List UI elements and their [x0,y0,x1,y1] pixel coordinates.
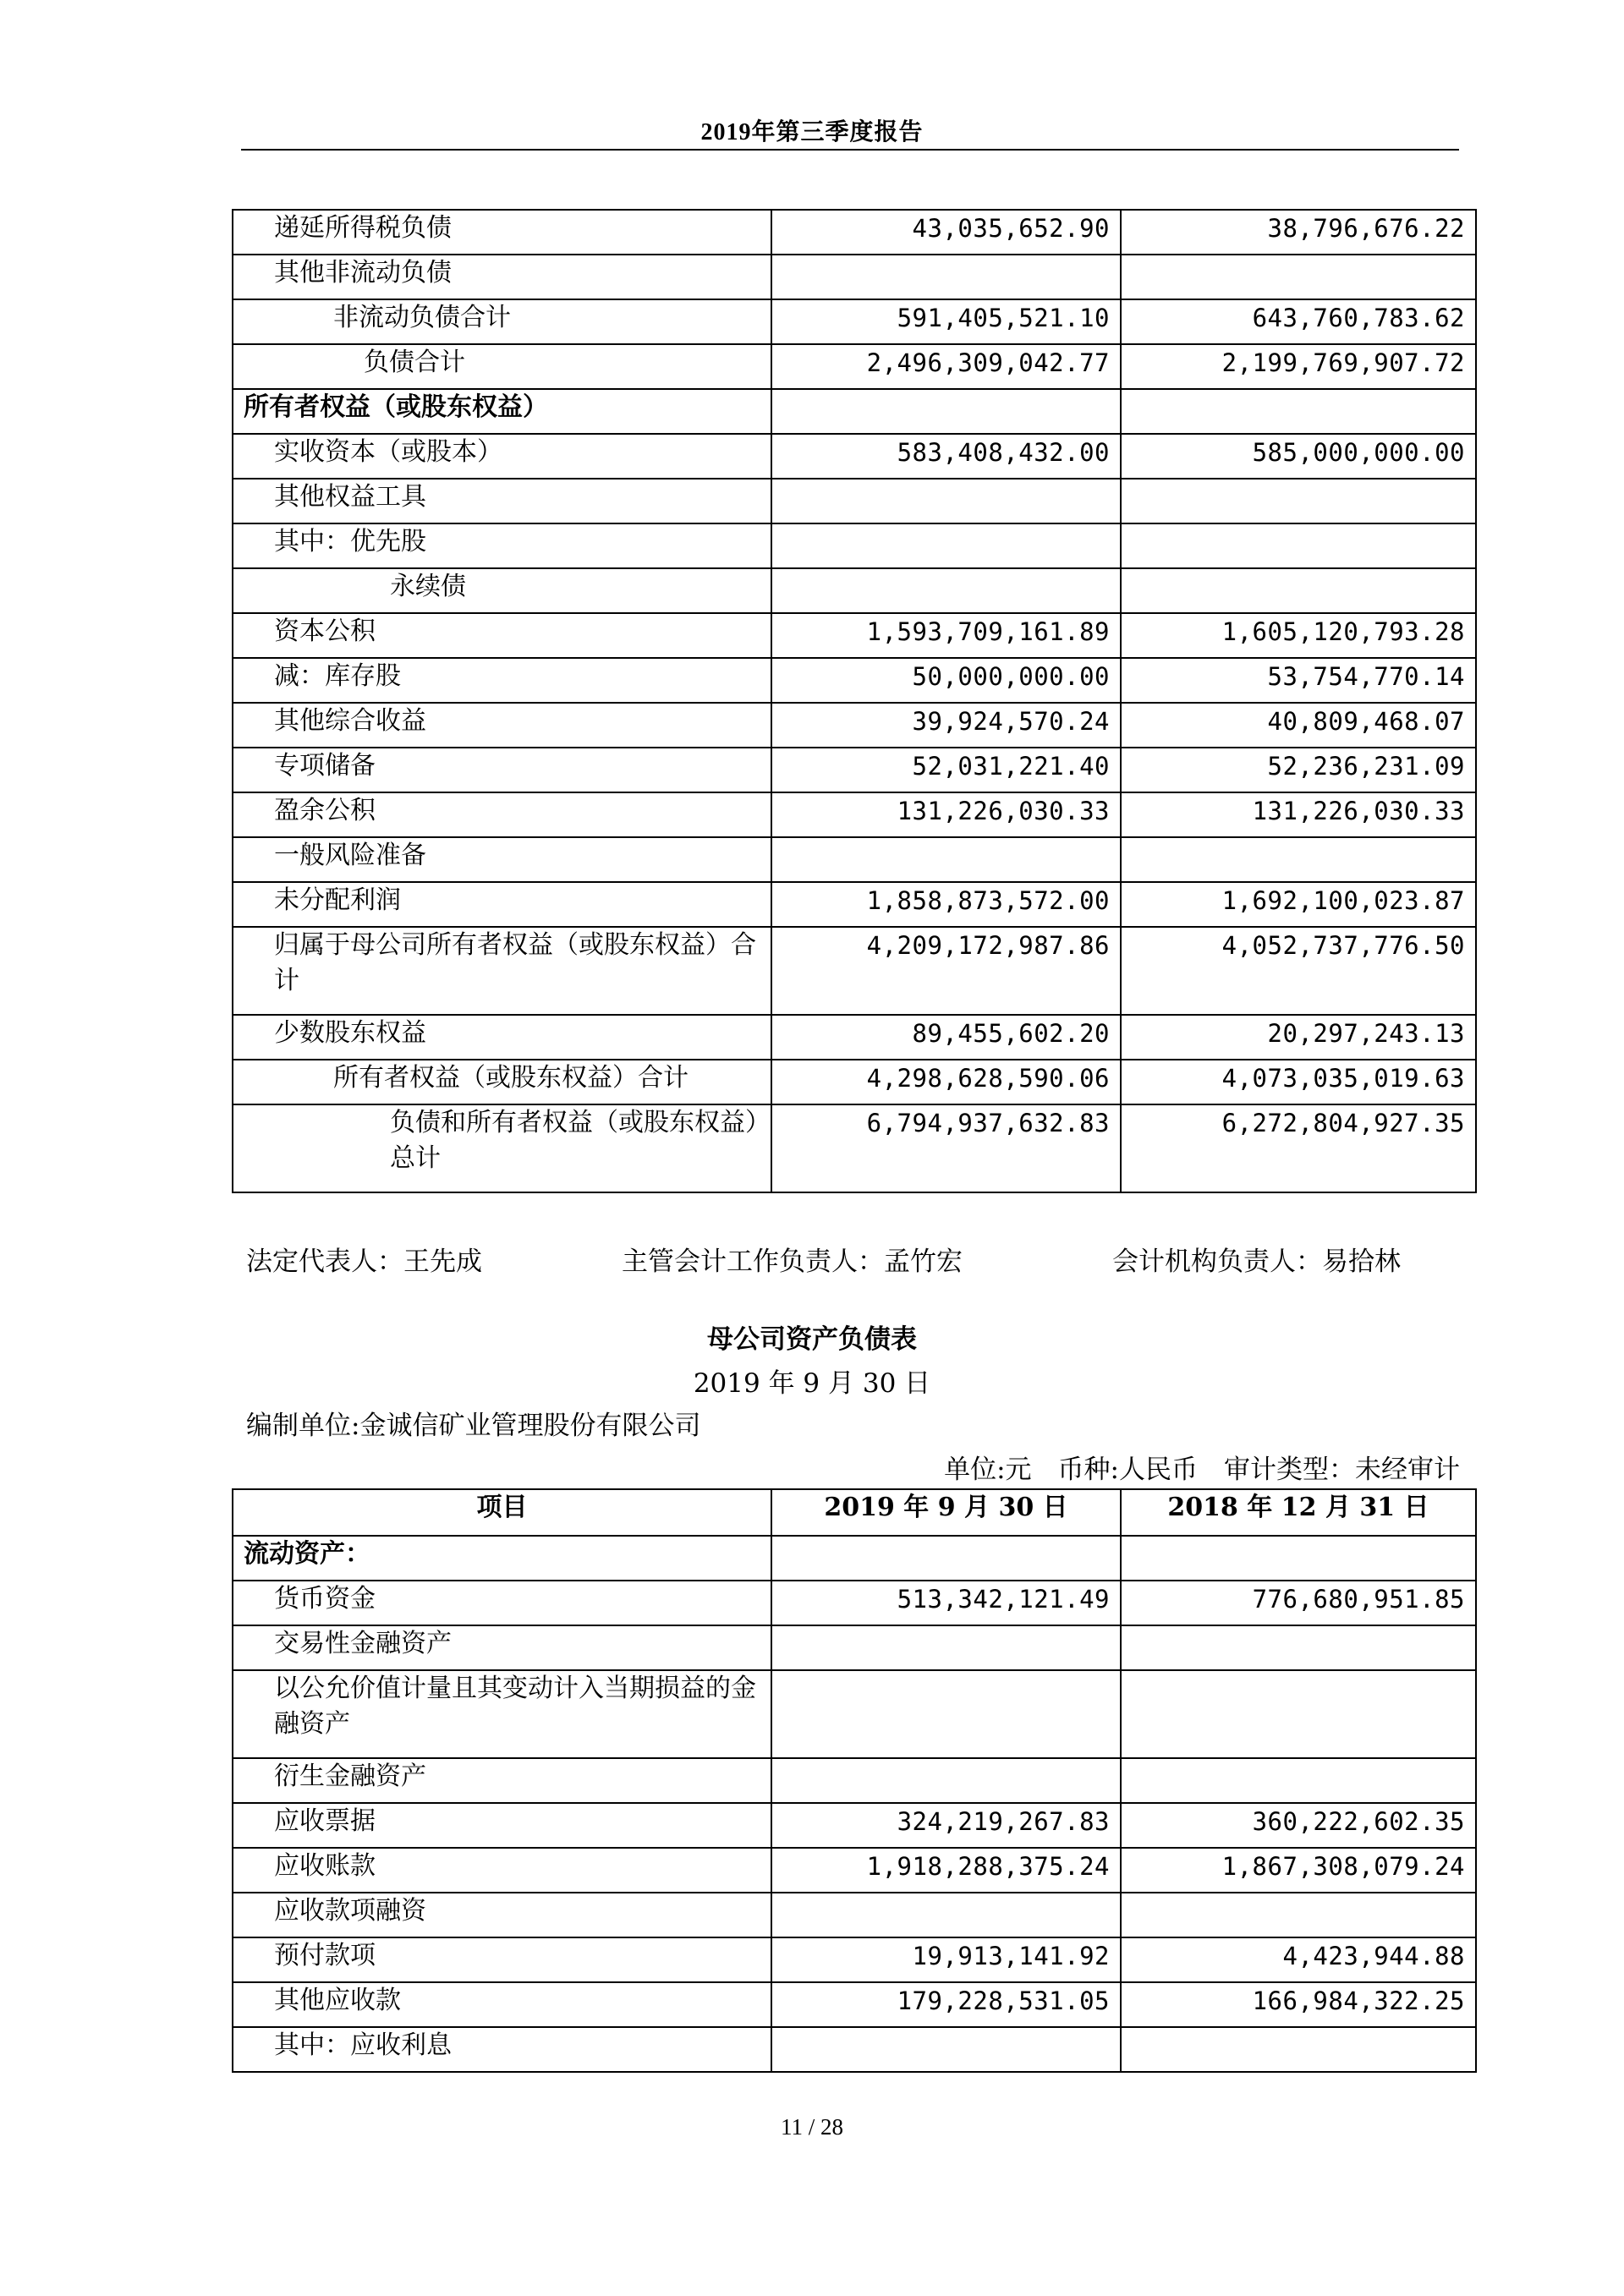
row-label: 应收账款 [233,1848,771,1893]
row-label: 其中：应收利息 [233,2027,771,2072]
prior-period-value: 166,984,322.25 [1121,1982,1476,2027]
parent-balance-sheet-title: 母公司资产负债表 [707,1324,917,1355]
row-label: 流动资产： [233,1536,771,1581]
current-period-value: 89,455,602.20 [771,1015,1121,1060]
row-label: 归属于母公司所有者权益（或股东权益）合计 [233,927,771,1015]
prior-period-value [1121,523,1476,568]
current-period-value: 583,408,432.00 [771,434,1121,479]
accounting-work-head: 主管会计工作负责人：孟竹宏 [622,1247,963,1277]
table-row [233,568,1476,613]
prior-period-value: 1,867,308,079.24 [1121,1848,1476,1893]
prior-period-value: 20,297,243.13 [1121,1015,1476,1060]
parent-balance-sheet-date: 2019 年 9 月 30 日 [693,1368,931,1399]
current-period-value: 39,924,570.24 [771,703,1121,748]
current-period-value [771,2027,1121,2072]
table-row [233,389,1476,434]
table-row [233,523,1476,568]
prior-period-value: 6,272,804,927.35 [1121,1104,1476,1192]
prior-period-value: 776,680,951.85 [1121,1581,1476,1625]
prior-period-value [1121,1893,1476,1937]
prior-period-value: 40,809,468.07 [1121,703,1476,748]
row-label: 实收资本（或股本） [233,434,771,479]
table-row [233,210,1476,255]
preparer-line: 编制单位:金诚信矿业管理股份有限公司 [246,1411,701,1441]
row-label: 预付款项 [233,1937,771,1982]
row-label: 未分配利润 [233,882,771,927]
current-period-value [771,255,1121,299]
table-row [233,299,1476,344]
table-row [233,792,1476,837]
row-label: 永续债 [233,568,771,613]
current-period-value: 4,209,172,987.86 [771,927,1121,1015]
table-row [233,1060,1476,1104]
current-period-value [771,568,1121,613]
current-period-value [771,389,1121,434]
row-label: 递延所得税负债 [233,210,771,255]
current-period-value [771,1893,1121,1937]
table-row [233,1758,1476,1803]
accounting-institution-head: 会计机构负责人：易拾林 [1112,1247,1401,1277]
current-period-value: 1,858,873,572.00 [771,882,1121,927]
row-label: 应收款项融资 [233,1893,771,1937]
table-row [233,1670,1476,1758]
current-period-value [771,1536,1121,1581]
row-label: 一般风险准备 [233,837,771,882]
current-period-value [771,1670,1121,1758]
prior-period-value [1121,1670,1476,1758]
current-period-value [771,1625,1121,1670]
col-header-item: 项目 [233,1489,771,1536]
row-label: 负债和所有者权益（或股东权益）总计 [233,1104,771,1192]
header-rule [241,149,1459,151]
current-period-value: 2,496,309,042.77 [771,344,1121,389]
prior-period-value: 2,199,769,907.72 [1121,344,1476,389]
prior-period-value [1121,2027,1476,2072]
prior-period-value [1121,479,1476,523]
current-period-value: 6,794,937,632.83 [771,1104,1121,1192]
prior-period-value: 53,754,770.14 [1121,658,1476,703]
current-period-value: 43,035,652.90 [771,210,1121,255]
row-label: 其他非流动负债 [233,255,771,299]
table-row [233,882,1476,927]
prior-period-value [1121,1758,1476,1803]
current-period-value: 52,031,221.40 [771,748,1121,792]
table-row [233,1625,1476,1670]
row-label: 专项储备 [233,748,771,792]
row-label: 所有者权益（或股东权益）合计 [233,1060,771,1104]
prior-period-value: 1,605,120,793.28 [1121,613,1476,658]
table-row [233,344,1476,389]
prior-period-value [1121,255,1476,299]
current-period-value: 513,342,121.49 [771,1581,1121,1625]
col-header-current: 2019 年 9 月 30 日 [771,1489,1121,1536]
current-period-value [771,837,1121,882]
table-row [233,613,1476,658]
row-label: 货币资金 [233,1581,771,1625]
row-label: 所有者权益（或股东权益） [233,389,771,434]
prior-period-value [1121,389,1476,434]
prior-period-value: 585,000,000.00 [1121,434,1476,479]
row-label: 衍生金融资产 [233,1758,771,1803]
prior-period-value: 52,236,231.09 [1121,748,1476,792]
table-row [233,1581,1476,1625]
row-label: 减：库存股 [233,658,771,703]
current-period-value: 324,219,267.83 [771,1803,1121,1848]
current-period-value: 591,405,521.10 [771,299,1121,344]
row-label: 交易性金融资产 [233,1625,771,1670]
prior-period-value [1121,837,1476,882]
table-row [233,1104,1476,1192]
current-period-value: 179,228,531.05 [771,1982,1121,2027]
prior-period-value: 4,423,944.88 [1121,1937,1476,1982]
unit-currency-line: 单位:元 币种:人民币 审计类型：未经审计 [944,1455,1460,1485]
prior-period-value [1121,1625,1476,1670]
table-row [233,748,1476,792]
table-row [233,1015,1476,1060]
row-label: 以公允价值计量且其变动计入当期损益的金融资产 [233,1670,771,1758]
prior-period-value [1121,568,1476,613]
col-header-prior: 2018 年 12 月 31 日 [1121,1489,1476,1536]
current-period-value: 4,298,628,590.06 [771,1060,1121,1104]
row-label: 资本公积 [233,613,771,658]
table-row [233,927,1476,1015]
table-row [233,1937,1476,1982]
row-label: 应收票据 [233,1803,771,1848]
row-label: 少数股东权益 [233,1015,771,1060]
row-label: 其他权益工具 [233,479,771,523]
table-row [233,255,1476,299]
report-header-title: 2019年第三季度报告 [700,119,924,145]
current-period-value [771,523,1121,568]
current-period-value [771,479,1121,523]
table-row [233,837,1476,882]
parent-balance-sheet-table [232,1488,1477,2073]
row-label: 其他综合收益 [233,703,771,748]
table-row [233,434,1476,479]
prior-period-value: 1,692,100,023.87 [1121,882,1476,927]
current-period-value: 131,226,030.33 [771,792,1121,837]
prior-period-value: 4,073,035,019.63 [1121,1060,1476,1104]
current-period-value [771,1758,1121,1803]
table-row [233,1803,1476,1848]
row-label: 其他应收款 [233,1982,771,2027]
prior-period-value: 131,226,030.33 [1121,792,1476,837]
table-row [233,658,1476,703]
current-period-value: 19,913,141.92 [771,1937,1121,1982]
consolidated-balance-sheet-continued [232,209,1477,1193]
prior-period-value: 643,760,783.62 [1121,299,1476,344]
prior-period-value [1121,1536,1476,1581]
table-row [233,479,1476,523]
row-label: 负债合计 [233,344,771,389]
table-row [233,1536,1476,1581]
prior-period-value: 38,796,676.22 [1121,210,1476,255]
table-row [233,1893,1476,1937]
legal-representative: 法定代表人：王先成 [246,1247,482,1277]
row-label: 非流动负债合计 [233,299,771,344]
row-label: 其中：优先股 [233,523,771,568]
current-period-value: 1,918,288,375.24 [771,1848,1121,1893]
table-row [233,703,1476,748]
table-row [233,1982,1476,2027]
prior-period-value: 360,222,602.35 [1121,1803,1476,1848]
row-label: 盈余公积 [233,792,771,837]
current-period-value: 50,000,000.00 [771,658,1121,703]
page-number: 11 / 28 [781,2114,843,2140]
prior-period-value: 4,052,737,776.50 [1121,927,1476,1015]
current-period-value: 1,593,709,161.89 [771,613,1121,658]
table-row [233,1848,1476,1893]
table-row [233,2027,1476,2072]
